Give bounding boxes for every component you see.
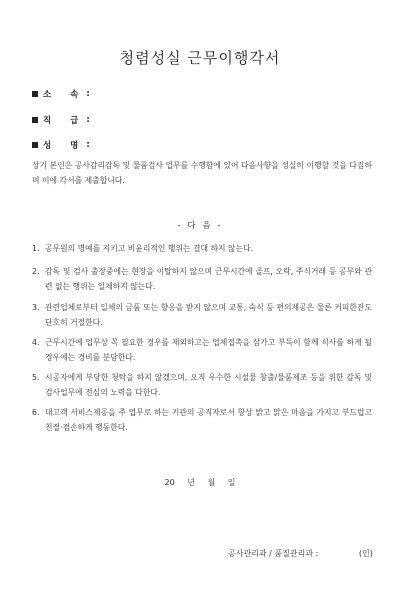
field-affiliation	[32, 88, 90, 100]
item-text: 근무시간에 업무상 꼭 필요한 경우를 제외하고는 업체접촉을 삼가고 부득이 함께 식사를 하게 될 경우에는 경비를 분담한다.	[45, 338, 372, 362]
item-text: 시공자에게 부당한 청탁을 하지 않겠으며, 오직 우수한 시설물 창출/물품제조 등을 위한 감독 및 검사업무에 전심의 노력을 다한다.	[45, 373, 372, 397]
seal-mark: (인)	[358, 549, 373, 558]
date-line: 20 년 월 일	[164, 478, 236, 487]
field-label: 성 명	[43, 141, 87, 151]
section-heading: - 다 음 -	[177, 221, 223, 231]
field-colon: :	[86, 89, 90, 99]
item-number: 1.	[32, 244, 40, 253]
signature-line	[228, 548, 373, 559]
field-colon: :	[86, 140, 90, 150]
item-text: 대고객 서비스제공을 주 업무로 하는 기관의 공직자로서 항상 밝고 맑은 마음을 가지고 부드럽고 친절·겸손하게 행동한다.	[45, 408, 372, 432]
list-item	[32, 241, 372, 256]
item-number: 5.	[32, 373, 40, 382]
signature-label: 공사관리과 / 품질관리과 :	[228, 549, 319, 558]
document-title: 청렴성실 근무이행각서	[119, 49, 281, 67]
intro-paragraph: 상기 본인은 공사감리감독 및 물품검사 업무를 수행함에 있어 다음사항을 성실히 이행할 것을 다짐하며 이에 각서를 제출합니다.	[32, 161, 372, 185]
field-colon: :	[86, 115, 90, 125]
square-bullet-icon	[32, 142, 38, 148]
list-item	[32, 335, 372, 365]
square-bullet-icon	[32, 117, 38, 123]
field-rank	[32, 114, 90, 126]
item-number: 2.	[32, 267, 40, 276]
item-number: 4.	[32, 338, 40, 347]
list-item	[32, 370, 372, 400]
field-label: 소 속	[43, 90, 87, 100]
list-item	[32, 264, 372, 294]
field-name	[32, 139, 90, 151]
list-item	[32, 300, 372, 330]
list-item	[32, 405, 372, 435]
field-label: 직 급	[43, 116, 87, 126]
item-text: 공무원의 명예를 지키고 비윤리적인 행위는 결대 하지 않는다.	[45, 244, 254, 253]
item-number: 3.	[32, 303, 40, 312]
item-text: 관련업체로부터 일체의 금품 또는 향응을 받지 않으며 교통, 숙식 등 편의제공은 물론 커피한잔도 단호히 거절한다.	[45, 303, 372, 327]
square-bullet-icon	[32, 91, 38, 97]
item-number: 6.	[32, 408, 40, 417]
item-text: 감독 및 검사 출장중에는 현장을 이탈하지 않으며 근무시간에 골프, 오락, 주식거래 등 공무와 관련 없는 행위는 일체하지 않는다.	[45, 267, 372, 291]
